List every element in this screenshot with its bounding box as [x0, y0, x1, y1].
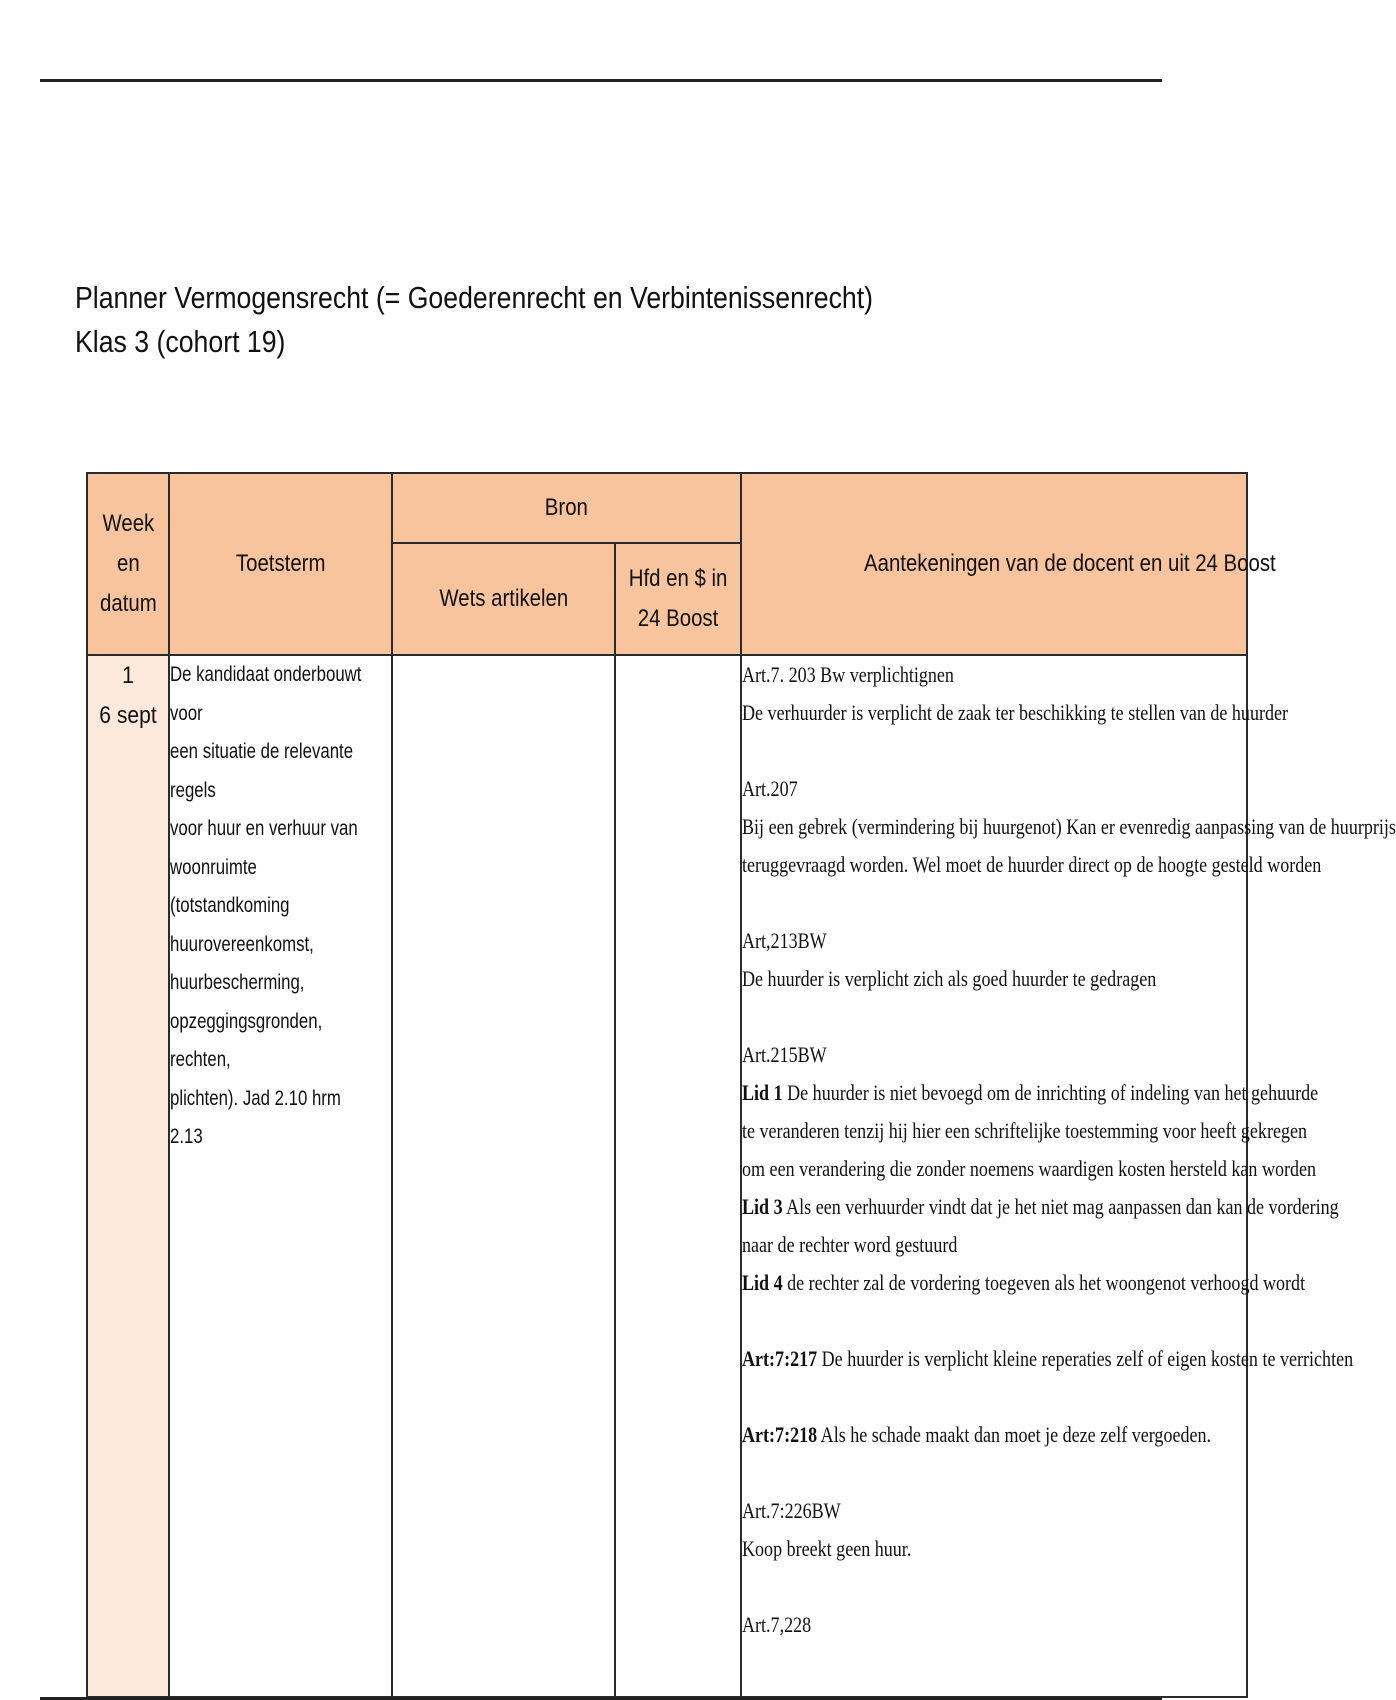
note-text: Bij een gebrek (vermindering bij huurgenot) Kan er evenredig aanpassing van de huurprijs — [742, 814, 1396, 839]
week-cell — [87, 655, 169, 1697]
header-wets-artikelen: Wets artikelen — [392, 543, 615, 655]
week-date: 6 sept — [99, 702, 157, 729]
header-notes: Aantekeningen van de docent en uit 24 Boost — [741, 473, 1247, 655]
header-bron: Bron — [392, 473, 741, 543]
note-text: om een verandering die zonder noemens waardigen kosten hersteld kan worden — [742, 1156, 1317, 1181]
header-week: Week en datum — [87, 473, 169, 655]
note-heading: Art.7,228 — [742, 1612, 812, 1637]
table-row — [87, 655, 1247, 1697]
note-heading: Art.207 — [742, 776, 798, 801]
note-heading: Art.215BW — [742, 1042, 827, 1067]
note-text: De huurder is verplicht zich als goed huurder te gedragen — [742, 966, 1157, 991]
note-text: De verhuurder is verplicht de zaak ter beschikking te stellen van de huurder — [742, 700, 1289, 725]
note-heading: Art.7:226BW — [742, 1498, 841, 1523]
toetsterm-text: De kandidaat onderbouwt voor een situatie de relevante regels voor huur en verhuur van woonruimte (totstandkoming huurovereenkomst, huurbescherming, opzeggingsgronden, rechten, plichten). Jad 2.10 hrm 2.13 — [170, 663, 362, 1148]
title-line-1: Planner Vermogensrecht (= Goederenrecht en Verbintenissenrecht) — [75, 280, 874, 315]
header-hfd-boost: Hfd en $ in 24 Boost — [615, 543, 741, 655]
week-number: 1 — [122, 662, 134, 689]
document-title — [75, 276, 1003, 364]
note-text: te veranderen tenzij hij hier een schriftelijke toestemming voor heeft gekregen — [742, 1118, 1308, 1143]
note-text: teruggevraagd worden. Wel moet de huurder direct op de hoogte gesteld worden — [742, 852, 1322, 877]
note-heading: Art,213BW — [742, 928, 827, 953]
title-line-2: Klas 3 (cohort 19) — [75, 324, 286, 359]
note-art-218: Art:7:218 Als he schade maakt dan moet je deze zelf vergoeden. — [742, 1422, 1212, 1447]
notes-cell — [741, 655, 1396, 1697]
note-art-217: Art:7:217 De huurder is verplicht kleine reperaties zelf of eigen kosten te verrichten — [742, 1346, 1354, 1371]
note-lid-1: Lid 1 De huurder is niet bevoegd om de inrichting of indeling van het gehuurde — [742, 1080, 1319, 1105]
planner-table — [86, 472, 1396, 1698]
note-lid-3: Lid 3 Als een verhuurder vindt dat je het niet mag aanpassen dan kan de vordering — [742, 1194, 1339, 1219]
wets-artikelen-cell — [392, 655, 615, 1697]
hfd-boost-cell — [615, 655, 741, 1697]
note-heading: Art.7. 203 Bw verplichtignen — [742, 662, 954, 687]
note-text: Koop breekt geen huur. — [742, 1536, 912, 1561]
header-toetsterm: Toetsterm — [169, 473, 392, 655]
toetsterm-cell — [169, 655, 392, 1697]
note-lid-4: Lid 4 de rechter zal de vordering toegeven als het woongenot verhoogd wordt — [742, 1270, 1306, 1295]
top-rule — [40, 79, 1162, 82]
note-text: naar de rechter word gestuurd — [742, 1232, 958, 1257]
